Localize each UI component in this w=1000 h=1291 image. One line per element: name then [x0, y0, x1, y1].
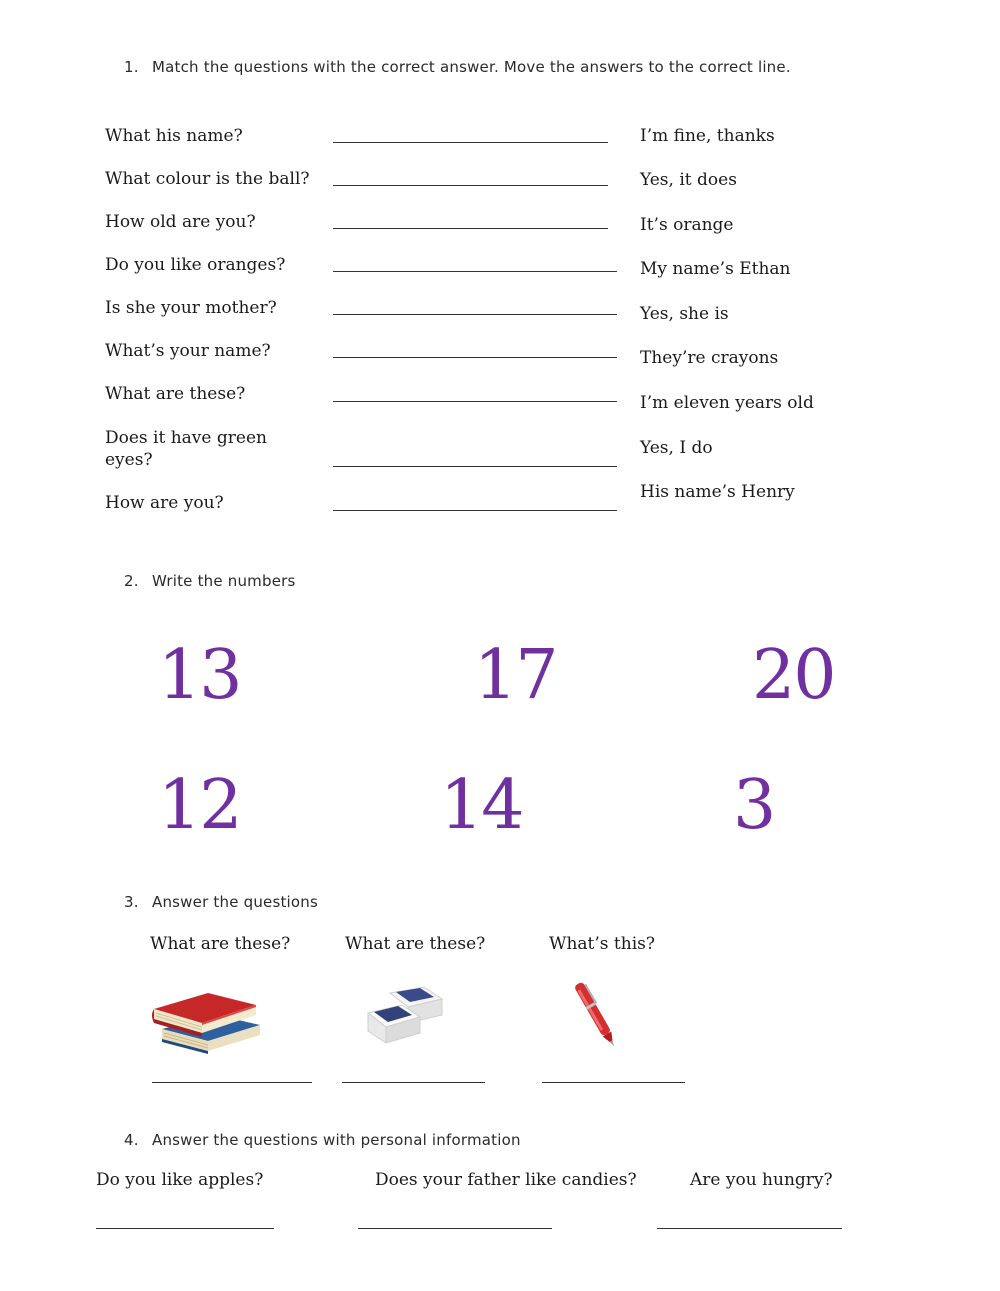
section-2-heading: [124, 572, 296, 590]
answer-drop-line-2[interactable]: [333, 185, 608, 186]
draggable-answer-6[interactable]: They’re crayons: [640, 348, 779, 368]
answer-drop-line-3[interactable]: [333, 228, 608, 229]
draggable-answer-4[interactable]: My name’s Ethan: [640, 259, 791, 279]
section-number: 3.: [124, 893, 139, 911]
answer-drop-line-8[interactable]: [333, 466, 617, 467]
number-card-5: 14: [440, 766, 523, 845]
question-3: How old are you?: [105, 212, 256, 232]
section-number: 2.: [124, 572, 139, 590]
draggable-answer-1[interactable]: I’m fine, thanks: [640, 126, 775, 146]
draggable-answer-8[interactable]: Yes, I do: [640, 438, 713, 458]
number-card-6: 3: [733, 766, 775, 845]
personal-question-3: Are you hungry?: [690, 1170, 833, 1190]
answer-drop-line-6[interactable]: [333, 357, 617, 358]
question-8: Does it have green eyes?: [105, 428, 267, 470]
section-1-heading: [124, 58, 791, 76]
number-card-1: 13: [158, 636, 241, 715]
draggable-answer-7[interactable]: I’m eleven years old: [640, 393, 814, 413]
personal-answer-line-3[interactable]: [657, 1228, 842, 1229]
picture-question-2: What are these?: [345, 934, 486, 954]
draggable-answer-9[interactable]: His name’s Henry: [640, 482, 795, 502]
erasers-image: [362, 985, 447, 1047]
books-image: [150, 985, 265, 1057]
question-2: What colour is the ball?: [105, 169, 310, 189]
draggable-answer-5[interactable]: Yes, she is: [640, 304, 729, 324]
section-3-heading: [124, 893, 318, 911]
question-5: Is she your mother?: [105, 298, 277, 318]
picture-question-3: What’s this?: [549, 934, 655, 954]
question-4: Do you like oranges?: [105, 255, 286, 275]
question-6: What’s your name?: [105, 341, 271, 361]
question-7: What are these?: [105, 384, 246, 404]
pen-image: [565, 975, 627, 1055]
picture-answer-line-2[interactable]: [342, 1082, 485, 1083]
question-9: How are you?: [105, 493, 224, 513]
answer-drop-line-1[interactable]: [333, 142, 608, 143]
number-card-2: 17: [474, 636, 557, 715]
section-number: 1.: [124, 58, 139, 76]
section-number: 4.: [124, 1131, 139, 1149]
section-instruction: Write the numbers: [152, 572, 296, 590]
draggable-answer-3[interactable]: It’s orange: [640, 215, 734, 235]
section-4-heading: [124, 1131, 521, 1149]
picture-answer-line-3[interactable]: [542, 1082, 685, 1083]
picture-question-1: What are these?: [150, 934, 291, 954]
number-card-3: 20: [752, 636, 835, 715]
section-instruction: Match the questions with the correct answer. Move the answers to the correct line.: [152, 58, 791, 76]
personal-question-2: Does your father like candies?: [375, 1170, 637, 1190]
draggable-answer-2[interactable]: Yes, it does: [640, 170, 737, 190]
question-1: What his name?: [105, 126, 243, 146]
answer-drop-line-7[interactable]: [333, 401, 617, 402]
section-instruction: Answer the questions with personal information: [152, 1131, 521, 1149]
personal-answer-line-1[interactable]: [96, 1228, 274, 1229]
section-instruction: Answer the questions: [152, 893, 319, 911]
personal-question-1: Do you like apples?: [96, 1170, 264, 1190]
personal-answer-line-2[interactable]: [358, 1228, 552, 1229]
picture-answer-line-1[interactable]: [152, 1082, 312, 1083]
answer-drop-line-5[interactable]: [333, 314, 617, 315]
answer-drop-line-9[interactable]: [333, 510, 617, 511]
number-card-4: 12: [158, 766, 241, 845]
answer-drop-line-4[interactable]: [333, 271, 617, 272]
